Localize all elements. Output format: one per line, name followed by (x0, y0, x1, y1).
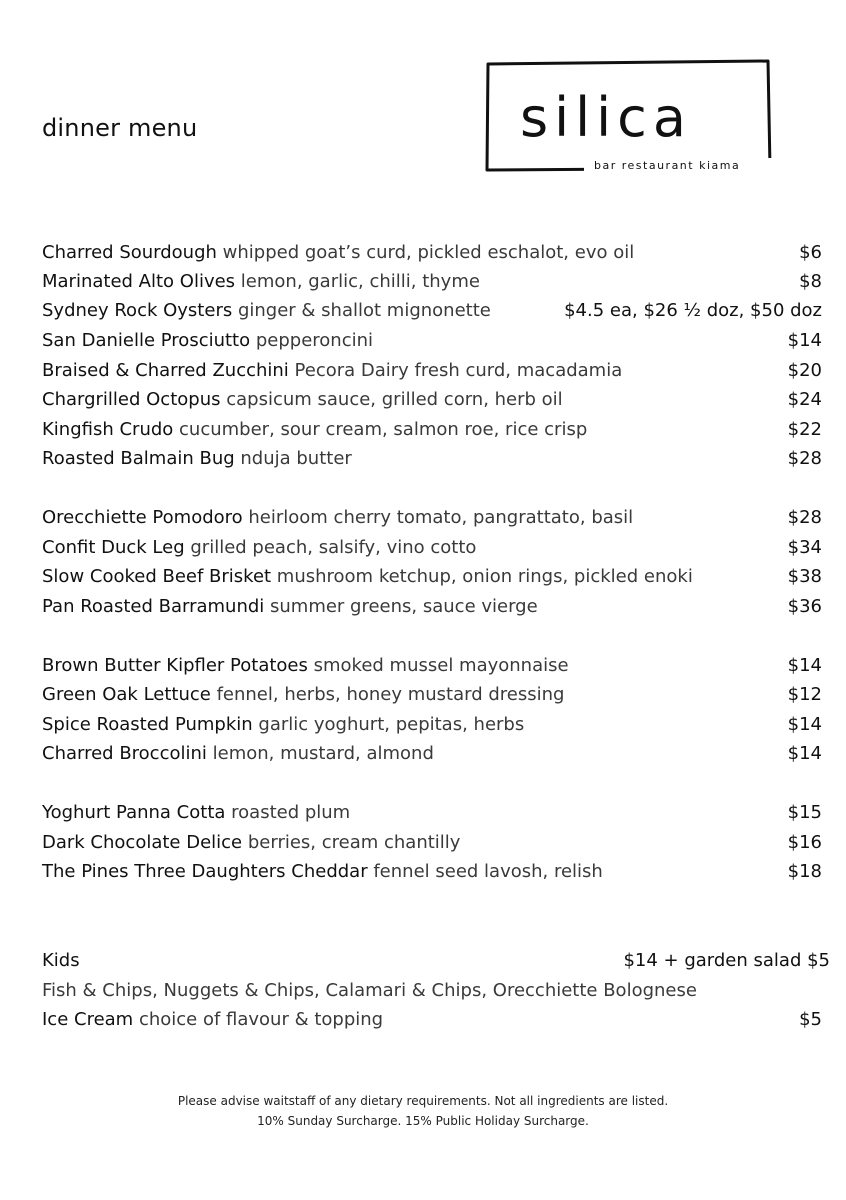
item-desc: ginger & shallot mignonette (232, 300, 491, 321)
item-price: $14 (787, 330, 822, 351)
menu-item (42, 446, 822, 472)
item-desc: berries, cream chantilly (242, 832, 461, 853)
item-desc: fennel, herbs, honey mustard dressing (210, 684, 565, 705)
menu-item (42, 712, 822, 738)
menu-item (42, 358, 822, 384)
menu-item (42, 594, 822, 620)
dietary-note: Please advise waitstaff of any dietary requirements. Not all ingredients are listed. (177, 1094, 669, 1108)
item-price: $14 (787, 714, 822, 735)
item-desc: grilled peach, salsify, vino cotto (184, 537, 477, 558)
logo-word: silica (520, 86, 692, 149)
item-price: $16 (787, 832, 822, 853)
menu-item (42, 682, 822, 708)
item-price: $18 (787, 861, 822, 882)
logo-tagline: bar restaurant kiama (594, 159, 741, 172)
item-price: $8 (799, 271, 822, 292)
menu-item (42, 535, 822, 561)
menu-item (42, 298, 822, 324)
menu-item (42, 387, 822, 413)
item-desc: Pecora Dairy fresh curd, macadamia (288, 360, 623, 381)
menu-title: dinner menu (42, 114, 198, 142)
item-desc: whipped goat’s curd, pickled eschalot, evo oil (216, 242, 635, 263)
menu-item (42, 653, 822, 679)
kids-header (42, 948, 830, 974)
menu-item (42, 859, 822, 885)
item-name: Slow Cooked Beef Brisket (42, 566, 272, 587)
item-desc: roasted plum (225, 802, 351, 823)
item-price: $24 (787, 389, 822, 410)
item-name: Ice Cream (42, 1009, 134, 1030)
item-price: $28 (787, 448, 822, 469)
item-price: $14 (787, 655, 822, 676)
item-name: Pan Roasted Barramundi (42, 596, 265, 617)
item-price: $38 (787, 566, 822, 587)
item-name: Braised & Charred Zucchini (42, 360, 289, 381)
item-name: Green Oak Lettuce (42, 684, 211, 705)
item-desc: pepperoncini (250, 330, 374, 351)
item-desc: capsicum sauce, grilled corn, herb oil (220, 389, 563, 410)
menu-item (42, 830, 822, 856)
item-price: $4.5 ea, $26 ½ doz, $50 doz (564, 300, 822, 321)
item-price: $5 (799, 1009, 822, 1030)
menu-item (42, 564, 822, 590)
menu-item (42, 240, 822, 266)
surcharge-note: 10% Sunday Surcharge. 15% Public Holiday Surcharge. (257, 1114, 589, 1128)
item-desc: fennel seed lavosh, relish (367, 861, 603, 882)
item-desc: garlic yoghurt, pepitas, herbs (252, 714, 525, 735)
menu-item (42, 800, 822, 826)
item-name: Sydney Rock Oysters (42, 300, 233, 321)
item-name: San Danielle Prosciutto (42, 330, 251, 351)
item-name: Brown Butter Kipfler Potatoes (42, 655, 308, 676)
item-name: Orecchiette Pomodoro (42, 507, 243, 528)
item-name: Charred Sourdough (42, 242, 217, 263)
item-name: Kingfish Crudo (42, 419, 174, 440)
item-name: Confit Duck Leg (42, 537, 185, 558)
item-desc: mushroom ketchup, onion rings, pickled enoki (271, 566, 693, 587)
item-desc: nduja butter (234, 448, 352, 469)
menu-item (42, 269, 822, 295)
item-desc: heirloom cherry tomato, pangrattato, basil (242, 507, 634, 528)
kids-label: Kids (42, 950, 80, 971)
item-price: $28 (787, 507, 822, 528)
item-name: Chargrilled Octopus (42, 389, 221, 410)
item-desc: choice of flavour & topping (133, 1009, 384, 1030)
item-price: $15 (787, 802, 822, 823)
item-name: Marinated Alto Olives (42, 271, 236, 292)
silica-logo (484, 58, 772, 172)
item-name: The Pines Three Daughters Cheddar (42, 861, 368, 882)
item-price: $6 (799, 242, 822, 263)
item-price: $36 (787, 596, 822, 617)
menu-item (42, 505, 822, 531)
item-name: Spice Roasted Pumpkin (42, 714, 253, 735)
item-desc: cucumber, sour cream, salmon roe, rice crisp (173, 419, 588, 440)
item-desc: smoked mussel mayonnaise (307, 655, 569, 676)
item-name: Charred Broccolini (42, 743, 207, 764)
menu-item (42, 328, 822, 354)
menu-item (42, 741, 822, 767)
item-desc: lemon, garlic, chilli, thyme (235, 271, 480, 292)
item-name: Dark Chocolate Delice (42, 832, 243, 853)
item-price: $12 (787, 684, 822, 705)
menu-item (42, 1007, 822, 1033)
kids-options: Fish & Chips, Nuggets & Chips, Calamari & Chips, Orecchiette Bolognese (42, 980, 697, 1001)
item-price: $14 (787, 743, 822, 764)
item-price: $34 (787, 537, 822, 558)
kids-price: $14 + garden salad $5 (623, 950, 830, 971)
item-desc: summer greens, sauce vierge (264, 596, 538, 617)
item-desc: lemon, mustard, almond (206, 743, 434, 764)
item-price: $22 (787, 419, 822, 440)
item-name: Yoghurt Panna Cotta (42, 802, 226, 823)
menu-item (42, 417, 822, 443)
item-name: Roasted Balmain Bug (42, 448, 235, 469)
item-price: $20 (787, 360, 822, 381)
